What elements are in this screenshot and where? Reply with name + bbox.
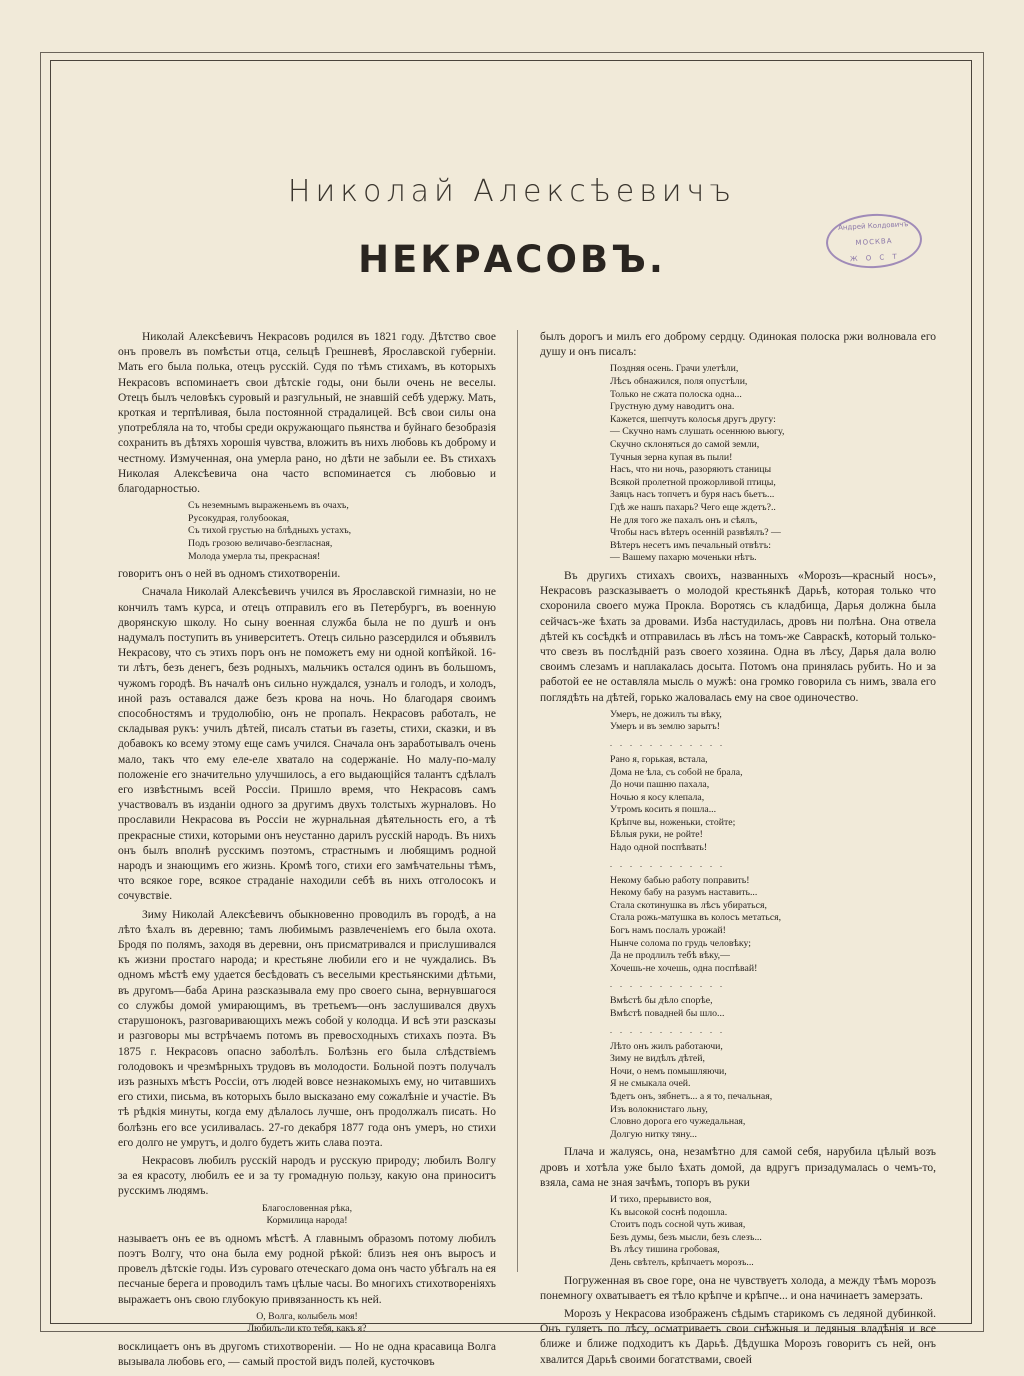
verse-line: Ѣдетъ онъ, зябнетъ... а я то, печальная, bbox=[610, 1090, 773, 1102]
paragraph: называетъ онъ ее въ одномъ мѣстѣ. А главнымъ образомъ потому любилъ поэтъ Волгу, что она была ему родной рѣкой: близъ нея онъ выросъ и провелъ дѣтскіе годы. Изъ суроваго отеческаго дома онъ часто убѣгалъ на ея песчаные берега и проводилъ тамъ цѣлые часы. Во многихъ стихотвореніяхъ выражаетъ онъ свою глубокую привязанность къ ней. bbox=[118, 1232, 496, 1306]
verse-dots bbox=[540, 1025, 936, 1037]
verse-line: — Вашему пахарю моченьки нѣтъ. bbox=[610, 552, 757, 564]
stamp-line-3: Ж О С Т bbox=[849, 252, 901, 264]
verse-line: Дома не ѣла, съ собой не брала, bbox=[610, 766, 743, 778]
paragraph: говоритъ онъ о ней въ одномъ стихотвореніи. bbox=[118, 568, 341, 581]
verse-line: Всякой пролетной прожорливой птицы, bbox=[610, 476, 776, 488]
ellipsis-row: . . . . . . . . . . . . bbox=[610, 738, 725, 748]
verse-block bbox=[540, 754, 936, 855]
verse-line: Долгую нитку тяну... bbox=[610, 1128, 697, 1140]
verse-line: Скучно склоняться до самой земли, bbox=[610, 438, 760, 450]
verse-line: — Скучно намъ слушать осеннюю вьюгу, bbox=[610, 426, 785, 438]
title-name: Николай Алексѣевичъ bbox=[287, 174, 737, 209]
verse-line: Кажется, шепчутъ колосья другъ другу: bbox=[610, 413, 776, 425]
paragraph: Николай Алексѣевичъ Некрасовъ родился въ 1821 году. Дѣтство свое онъ провелъ въ помѣстьи отца, сельцѣ Грешневѣ, Ярославской губерніи. Мать его была полька, отецъ русскій. Судя по тѣмъ стихамъ, въ которыхъ Некрасовъ вспоминаетъ свои дѣтскіе годы, они были очень не веселы. Отецъ былъ человѣкъ суровый и разгульный, не знавшій себѣ удержу. Мать, кроткая и терпѣливая, была постоянной страдалицей. Всѣ свои силы она употребляла на то, чтобы среди окружающаго пьянства и буйнаго безобразія сохранить въ дѣтяхъ хорошія чувства, вложить въ нихъ любовь къ доброму и честному. Измученная, она умерла рано, но дѣти не забыли ее. Въ стихахъ Николая Алексѣевича она часто вспоминается съ любовью и благодарностью. bbox=[118, 331, 496, 496]
verse-line: Къ высокой соснѣ подошла. bbox=[610, 1206, 728, 1218]
verse-line: Некому бабу на разумъ наставить... bbox=[610, 887, 758, 899]
verse-line: Некому бабью работу поправить! bbox=[610, 874, 750, 886]
verse-line: Ночи, о немъ помышляючи, bbox=[610, 1065, 727, 1077]
verse-line: Не для того же пахалъ онъ и сѣялъ, bbox=[610, 514, 758, 526]
right-column bbox=[540, 330, 936, 1366]
verse-line: Заяцъ насъ топчетъ и буря насъ бьетъ... bbox=[610, 489, 775, 501]
verse-line: Поздняя осень. Грачи улетѣли, bbox=[610, 363, 739, 375]
paragraph: Въ другихъ стихахъ своихъ, названныхъ «Морозъ—красный носъ», Некрасовъ разсказываетъ о молодой крестьянкѣ Дарьѣ, которая только что схоронила своего мужа Прокла. Воротясь съ кладбища, Дарья должна была сейчасъ-же ѣхать за дровами. Изба настудилась, дровъ ни полѣна. Она отвела дѣтей къ сосѣдкѣ и отправилась въ лѣсъ на томъ-же Савраскѣ, который только-что свезъ въ послѣдній разъ своего хозяина. Одна въ лѣсу, Дарья дала волю своимъ слезамъ и наплакалась досыта. Потомъ она принялась рубить. Но и за работой ее не оставляла мысль о мужѣ: она громко говорила съ нимъ, звала его поглядѣть на дѣтей, горько жаловалась ему на свое одиночество. bbox=[540, 569, 936, 704]
verse-line: Въ лѣсу тишина гробовая, bbox=[610, 1244, 720, 1256]
title-surname: НЕКРАСОВЪ. bbox=[358, 238, 666, 281]
verse-line: Гдѣ же нашъ пахарь? Чего еще ждетъ?.. bbox=[610, 501, 776, 513]
verse-line: Тучныя зерна купая въ пыли! bbox=[610, 451, 733, 463]
verse-block bbox=[540, 363, 936, 565]
verse-line: Бѣлыя руки, не ройте! bbox=[610, 829, 703, 841]
verse-line: Зиму не видѣлъ дѣтей, bbox=[610, 1053, 705, 1065]
verse-line: Любилъ-ли кто тебя, какъ я? bbox=[247, 1323, 367, 1335]
verse-line: Стала скотинушка въ лѣсъ убираться, bbox=[610, 899, 767, 911]
verse-line: Вмѣстѣ повадней бы шло... bbox=[610, 1008, 725, 1020]
verse-line: Только не сжата полоска одна... bbox=[610, 388, 742, 400]
verse-line: Рано я, горькая, встала, bbox=[610, 753, 708, 765]
left-column bbox=[118, 330, 496, 1369]
verse-block bbox=[118, 500, 496, 563]
verse-line: Хочешь-не хочешь, одна поспѣвай! bbox=[610, 962, 758, 974]
verse-line: Чтобы насъ вѣтеръ осенній развѣялъ? — bbox=[610, 527, 781, 539]
paragraph: Зиму Николай Алексѣевичъ обыкновенно проводилъ въ городѣ, а на лѣто ѣхалъ въ деревню; тамъ любимымъ развлеченіемъ его была охота. Бродя по полямъ, заходя въ деревни, онъ присматривался и прислушивался къ жизни простаго народа; и крестьяне любили его и не чуждались. Въ одномъ мѣстѣ ему удается бесѣдовать съ веселыми крестьянскими дѣтьми, въ другомъ—баба Арина разсказывала ему про своего сына, вернувшагося со службы домой умирающимъ, въ третьемъ—онъ заслушивался двухъ старушонокъ, разговаривающихъ межъ собой у колодца. И всѣ эти разсказы и разговоры мы встрѣчаемъ потомъ въ превосходныхъ стихахъ поэта. Въ 1875 г. Некрасовъ опасно заболѣлъ. Болѣзнь его была слѣдствіемъ голодовокъ и чрезмѣрныхъ трудовъ въ молодости. Больной поэтъ получалъ изъ разныхъ мѣстъ Россіи, отъ людей вовсе незнакомыхъ ему, но читавшихъ его стихи, письма, въ которыхъ было высказано ему сожалѣніе и участіе. Въ тѣ рѣдкія минуты, когда ему дѣлалось лучше, онъ продолжалъ писать. Но болѣзнь его все усиливалась. 27-го декабря 1877 года онъ умеръ, но стихи его долго не умрутъ, и долго будетъ жить слава поэта. bbox=[118, 908, 496, 1149]
verse-line: Стоитъ подъ сосной чуть живая, bbox=[610, 1219, 746, 1231]
verse-line: Умеръ, не дожилъ ты вѣку, bbox=[610, 708, 722, 720]
verse-line: Лѣто онъ жилъ работаючи, bbox=[610, 1040, 723, 1052]
verse-line: Вѣтеръ несетъ имъ печальный отвѣтъ: bbox=[610, 539, 771, 551]
ellipsis-row: . . . . . . . . . . . . bbox=[610, 859, 725, 869]
verse-line: Лѣсъ обнажился, поля опустѣли, bbox=[610, 376, 748, 387]
verse-line: Насъ, что ни ночь, разоряютъ станицы bbox=[610, 464, 772, 476]
verse-dots bbox=[540, 979, 936, 991]
verse-line: День свѣтелъ, крѣпчаетъ морозъ... bbox=[610, 1256, 754, 1268]
paragraph: Морозъ у Некрасова изображенъ сѣдымъ старикомъ съ ледяной дубинкой. Онъ гуляетъ по лѣсу, осматриваетъ свои снѣжныя и ледяныя владѣнія и все ближе и ближе подходитъ къ Дарьѣ. Дѣдушка Морозъ говоритъ съ ней, онъ хвалится Дарьѣ своими богатствами, своей bbox=[540, 1307, 936, 1366]
paragraph: Некрасовъ любилъ русскій народъ и русскую природу; любилъ Волгу за ея красоту, любилъ ее и за ту громадную пользу, какую она приноситъ русскимъ людямъ. bbox=[118, 1154, 496, 1198]
verse-block bbox=[540, 875, 936, 976]
verse-line: Словно дорога его чужедальная, bbox=[610, 1116, 746, 1128]
verse-line: Нынче солома по грудь человѣку; bbox=[610, 937, 751, 949]
verse-dots bbox=[540, 859, 936, 871]
column-divider bbox=[517, 330, 518, 1272]
verse-line: Подъ грозою величаво-безгласная, bbox=[188, 538, 333, 550]
verse-line: Безъ думы, безъ мысли, безъ слезъ... bbox=[610, 1231, 762, 1243]
verse-line: До ночи пашню пахала, bbox=[610, 779, 710, 791]
verse-line: Ночью я косу клепала, bbox=[610, 791, 705, 803]
verse-line: И тихо, прерывисто воя, bbox=[610, 1193, 712, 1205]
ellipsis-row: . . . . . . . . . . . . bbox=[610, 1025, 725, 1035]
verse-line: Молода умерла ты, прекрасная! bbox=[188, 550, 321, 562]
verse-line: Благословенная рѣка, bbox=[261, 1202, 353, 1214]
verse-line: Крѣпче вы, ноженьки, стойте; bbox=[610, 816, 736, 828]
paragraph: Плача и жалуясь, она, незамѣтно для самой себя, нарубила цѣлый возъ дровъ и хотѣла уже было ѣхать домой, да вдругъ призадумалась о чемъ-то, взяла, сама не зная зачѣмъ, топоръ въ руки bbox=[540, 1146, 936, 1189]
verse-block bbox=[540, 709, 936, 734]
verse-block bbox=[540, 1041, 936, 1142]
verse-line: Съ тихой грустью на блѣдныхъ устахъ, bbox=[188, 525, 352, 537]
verse-block bbox=[118, 1203, 496, 1228]
stamp-line-2: МОСКВА bbox=[855, 237, 893, 247]
verse-line: Кормилица народа! bbox=[266, 1215, 348, 1227]
verse-line: О, Волга, колыбель моя! bbox=[256, 1310, 358, 1322]
verse-line: Стала рожь-матушка въ колосъ метаться, bbox=[610, 912, 782, 924]
verse-line: Вмѣстѣ бы дѣло спорѣе, bbox=[610, 995, 713, 1007]
verse-line: Съ неземнымъ выраженьемъ въ очахъ, bbox=[188, 500, 349, 512]
verse-block bbox=[540, 1194, 936, 1270]
verse-dots bbox=[540, 738, 936, 750]
verse-block bbox=[118, 1311, 496, 1336]
verse-line: Богъ намъ послалъ урожай! bbox=[610, 925, 726, 937]
paragraph: Погруженная въ свое горе, она не чувствуетъ холода, а между тѣмъ морозъ понемногу охватываетъ ея тѣло крѣпче и крѣпче... и она начинаетъ замерзать. bbox=[540, 1274, 936, 1302]
paragraph: Сначала Николай Алексѣевичъ учился въ Ярославской гимназіи, но не кончилъ тамъ курса, и отецъ отправилъ его въ Петербургъ, въ военную дворянскую школу. Но сыну военная служба была не по душѣ и онъ надумалъ поступить въ университетъ. Отецъ сильно разсердился и объявилъ Некрасову, что съ этихъ поръ онъ не поможетъ ему ни одной копѣйкой. 16-ти лѣтъ, безъ денегъ, безъ родныхъ, мальчикъ остался одинъ въ большомъ, чужомъ городѣ. Въ началѣ онъ сильно нуждался, узналъ и голодъ, и холодъ, иной разъ оставался даже безъ крова на ночь. Но благодаря своимъ способностямъ и трудолюбію, онъ не пропалъ. Некрасовъ работалъ, не складывая рукъ: училъ дѣтей, писалъ статьи въ газеты, стихи, сказки, и въ добавокъ ко всему этому еще самъ учился. Сначала онъ заработывалъ очень мало, такъ что ему еле-еле хватало на содержаніе. Но малу-по-малу положеніе его значительно улучшилось, а его выдающійся талантъ сдѣлалъ его извѣстнымъ всей Россіи. Пришло время, что Некрасовъ самъ участвовалъ въ изданіи одного за другимъ двухъ толстыхъ журналовъ. Но прославили Некрасова въ Россіи не журнальная дѣятельность его, а тѣ прекрасные стихи, которыми онъ неустанно дарилъ русскій народъ. Въ нихъ онъ былъ вполнѣ русскимъ поэтомъ, страстнымъ и любящимъ родной народъ и знающимъ его жизнь. Кромѣ того, стихи его замѣчательны тѣмъ, что всякое горе, всякое страданіе находили себѣ въ нихъ отголосокъ и сочувствіе. bbox=[118, 586, 496, 903]
verse-line: Утромъ косить я пошла... bbox=[610, 804, 717, 816]
verse-line: Грустную думу наводитъ она. bbox=[610, 401, 735, 413]
paragraph: восклицаетъ онъ въ другомъ стихотвореніи. — Но не одна красавица Волга вызывала любовь его, — самый простой видъ полей, кусточковъ bbox=[118, 1340, 496, 1369]
verse-line: Да не продлилъ тебѣ вѣку,— bbox=[610, 950, 730, 962]
paragraph: былъ дорогъ и милъ его доброму сердцу. Одинокая полоска ржи волновала его душу и онъ писалъ: bbox=[540, 331, 936, 359]
verse-line: Русокудрая, голубоокая, bbox=[188, 512, 290, 524]
ellipsis-row: . . . . . . . . . . . . bbox=[610, 980, 725, 990]
verse-line: Надо одной поспѣвать! bbox=[610, 842, 708, 854]
verse-line: Я не смыкала очей. bbox=[610, 1078, 691, 1090]
stamp-line-1: Андрей Колдовичъ bbox=[837, 220, 909, 232]
verse-block bbox=[540, 995, 936, 1020]
verse-line: Умеръ и въ землю зарытъ! bbox=[610, 721, 721, 733]
verse-line: Изъ волокнистаго льну, bbox=[610, 1103, 708, 1115]
